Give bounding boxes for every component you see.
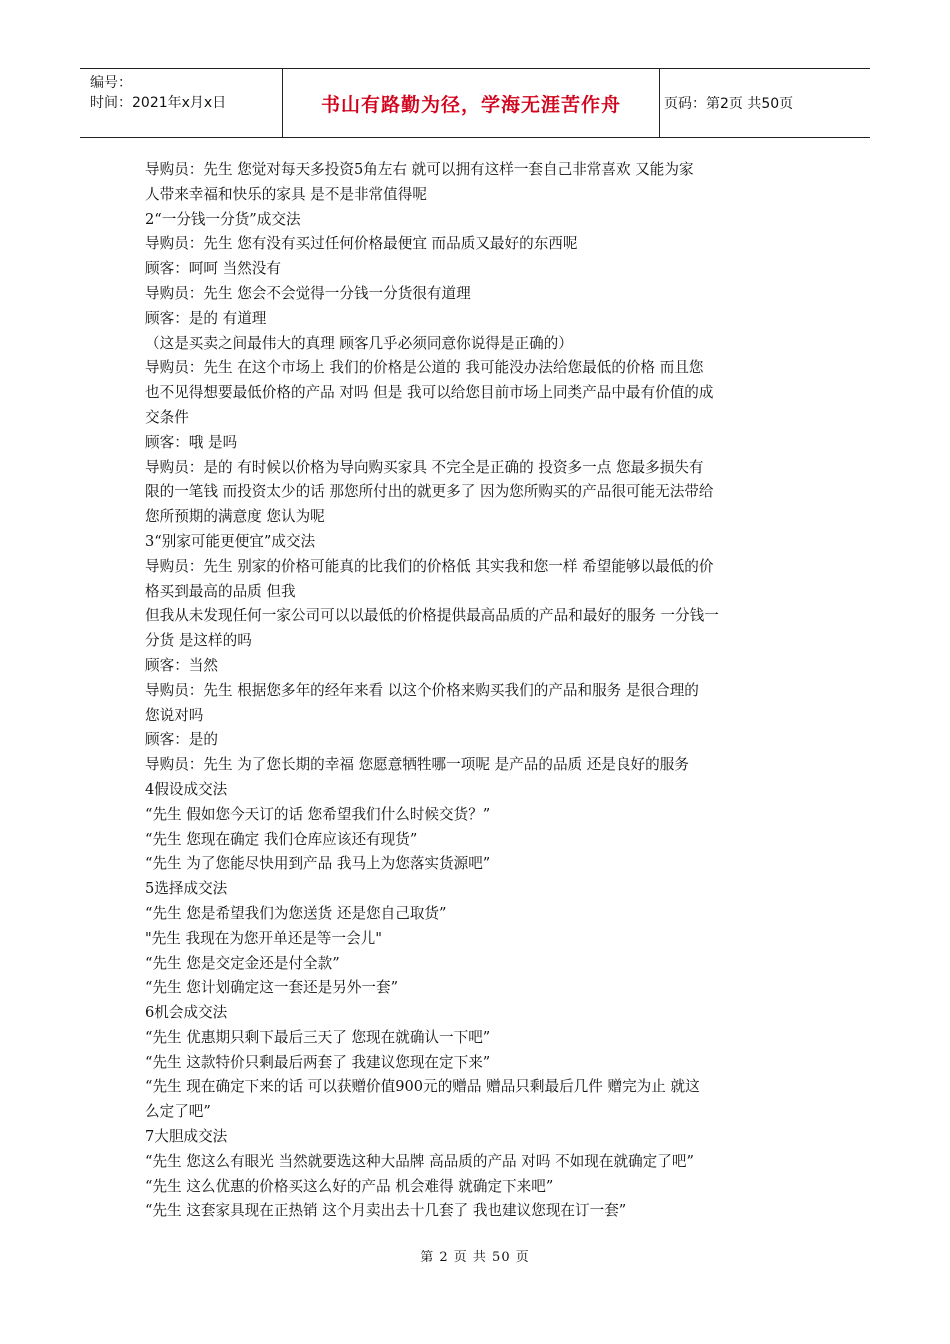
text-line: “先生 这款特价只剩最后两套了 我建议您现在定下来” — [145, 1053, 491, 1071]
text-line: 顾客：呵呵 当然没有 — [145, 260, 281, 278]
text-line: 交条件 — [145, 408, 189, 426]
text-line: 也不见得想要最低价格的产品 对吗 但是 我可以给您目前市场上同类产品中最有价值的成 — [145, 384, 714, 402]
text-line: “先生 您这么有眼光 当然就要选这种大品牌 高品质的产品 对吗 不如现在就确定了吧” — [145, 1152, 694, 1170]
text-line: “先生 为了您能尽快用到产品 我马上为您落实货源吧” — [145, 855, 491, 873]
page-footer: 第 2 页 共 50 页 — [420, 1250, 530, 1265]
header-meta — [90, 73, 280, 113]
text-line: 顾客：当然 — [145, 656, 218, 674]
text-line: 限的一笔钱 而投资太少的话 那您所付出的就更多了 因为您所购买的产品很可能无法带给 — [145, 483, 714, 501]
header-page-info: 页码：第2页 共50页 — [664, 96, 794, 112]
text-line: “先生 这套家具现在正热销 这个月卖出去十几套了 我也建议您现在订一套” — [145, 1202, 627, 1220]
doc-time-label: 时间：2021年x月x日 — [90, 95, 227, 111]
text-line: 格买到最高的品质 但我 — [145, 582, 296, 600]
text-line: 导购员：先生 您觉对每天多投资5角左右 就可以拥有这样一套自己非常喜欢 又能为家 — [145, 161, 694, 178]
header-divider — [659, 69, 660, 137]
text-line: 导购员：先生 您会不会觉得一分钱一分货很有道理 — [145, 284, 471, 302]
page-header — [80, 68, 870, 138]
text-line: 5选择成交法 — [145, 880, 228, 898]
text-line: 您说对吗 — [145, 706, 204, 724]
text-line: “先生 优惠期只剩下最后三天了 您现在就确认一下吧” — [145, 1028, 491, 1046]
text-line: 顾客：哦 是吗 — [145, 433, 238, 451]
text-line: “先生 现在确定下来的话 可以获赠价值900元的赠品 赠品只剩最后几件 赠完为止 就这 — [145, 1078, 700, 1096]
text-line: “先生 您是希望我们为您送货 还是您自己取货” — [145, 904, 447, 922]
text-line: 顾客：是的 有道理 — [145, 309, 267, 327]
text-line: （这是买卖之间最伟大的真理 顾客几乎必须同意你说得是正确的） — [145, 334, 573, 352]
text-line: 导购员：是的 有时候以价格为导向购买家具 不完全是正确的 投资多一点 您最多损失有 — [145, 458, 704, 476]
text-line: “先生 您是交定金还是付全款” — [145, 954, 340, 972]
text-line: 导购员：先生 根据您多年的经年来看 以这个价格来购买我们的产品和服务 是很合理的 — [145, 681, 699, 699]
header-motto: 书山有路勤为径，学海无涯苦作舟 — [320, 93, 621, 116]
text-line: 3“别家可能更便宜”成交法 — [145, 532, 316, 550]
text-line: 导购员：先生 为了您长期的幸福 您愿意牺牲哪一项呢 是产品的品质 还是良好的服务 — [145, 756, 689, 774]
text-line: 导购员：先生 您有没有买过任何价格最便宜 而品质又最好的东西呢 — [145, 235, 578, 253]
text-line: 分货 是这样的吗 — [145, 632, 252, 650]
text-line: 但我从未发现任何一家公司可以以最低的价格提供最高品质的产品和最好的服务 一分钱一 — [145, 607, 719, 625]
text-line: “先生 假如您今天订的话 您希望我们什么时候交货？” — [145, 805, 491, 823]
text-line: "先生 我现在为您开单还是等一会儿" — [145, 929, 382, 947]
text-line: “先生 您现在确定 我们仓库应该还有现货” — [145, 830, 418, 848]
text-line: 么定了吧” — [145, 1103, 211, 1121]
text-line: 7大胆成交法 — [145, 1128, 228, 1146]
doc-number-label: 编号： — [90, 75, 132, 91]
text-line: 人带来幸福和快乐的家具 是不是非常值得呢 — [145, 185, 427, 203]
document-body — [145, 158, 810, 1224]
text-line: 您所预期的满意度 您认为呢 — [145, 508, 325, 526]
text-line: 导购员：先生 别家的价格可能真的比我们的价格低 其实我和您一样 希望能够以最低的价 — [145, 557, 714, 575]
text-line: 顾客：是的 — [145, 731, 218, 749]
text-line: 6机会成交法 — [145, 1004, 228, 1022]
text-line: 导购员：先生 在这个市场上 我们的价格是公道的 我可能没办法给您最低的价格 而且您 — [145, 359, 704, 377]
text-line: “先生 您计划确定这一套还是另外一套” — [145, 979, 399, 997]
text-line: 2“一分钱一分货”成交法 — [145, 210, 301, 228]
text-line: “先生 这么优惠的价格买这么好的产品 机会难得 就确定下来吧” — [145, 1177, 554, 1195]
text-line: 4假设成交法 — [145, 780, 228, 798]
